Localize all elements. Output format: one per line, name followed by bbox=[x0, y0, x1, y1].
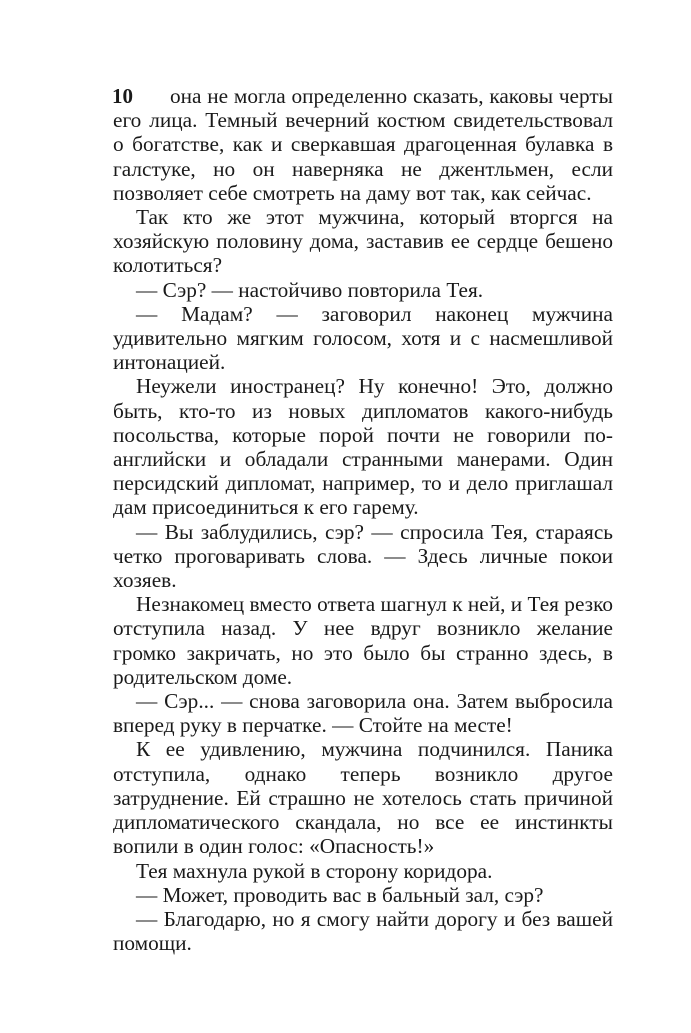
paragraph: Так кто же этот мужчина, который вторгся на хозяйскую половину дома, заставив ее сердце бешено колотиться? bbox=[113, 205, 613, 278]
page-body-text bbox=[113, 84, 613, 955]
paragraph: К ее удивлению, мужчина подчинился. Паника отступила, однако теперь возникло другое затруднение. Ей страшно не хотелось стать причиной дипломатического скандала, но все ее инстинкты вопили в один голос: «Опасность!» bbox=[113, 737, 613, 859]
paragraph: она не могла определенно сказать, каковы черты его лица. Темный вечерний костюм свидетельствовал о богатстве, как и сверкавшая драгоценная булавка в галстуке, но он наверняка не джентльмен, если позволяет себе смотреть на даму вот так, как сейчас. bbox=[113, 84, 613, 205]
dialogue-line: — Сэр... — снова заговорила она. Затем выбросила вперед руку в перчатке. — Стойте на месте! bbox=[113, 689, 613, 738]
paragraph: Тея махнула рукой в сторону коридора. bbox=[136, 858, 493, 883]
paragraph: Незнакомец вместо ответа шагнул к ней, и Тея резко отступила назад. У нее вдруг возникло желание громко закричать, но это было бы странно здесь, в родительском доме. bbox=[113, 592, 613, 689]
dialogue-line: — Благодарю, но я смогу найти дорогу и без вашей помощи. bbox=[113, 906, 613, 956]
dialogue-line: — Вы заблудились, сэр? — спросила Тея, стараясь четко проговаривать слова. — Здесь личные покои хозяев. bbox=[113, 519, 613, 593]
dialogue-line: — Может, проводить вас в бальный зал, сэр? bbox=[136, 882, 544, 907]
dialogue-line: — Мадам? — заговорил наконец мужчина удивительно мягким голосом, хотя и с насмешливой интонацией. bbox=[113, 301, 613, 375]
dialogue-line: — Сэр? — настойчиво повторила Тея. bbox=[136, 277, 484, 302]
paragraph: Неужели иностранец? Ну конечно! Это, должно быть, кто-то из новых дипломатов какого-нибудь посольства, которые порой почти не говорили по-английски и обладали странными манерами. Один персидский дипломат, например, то и дело приглашал дам присоединиться к его гарему. bbox=[113, 374, 613, 520]
page-number: 10 bbox=[112, 84, 133, 108]
